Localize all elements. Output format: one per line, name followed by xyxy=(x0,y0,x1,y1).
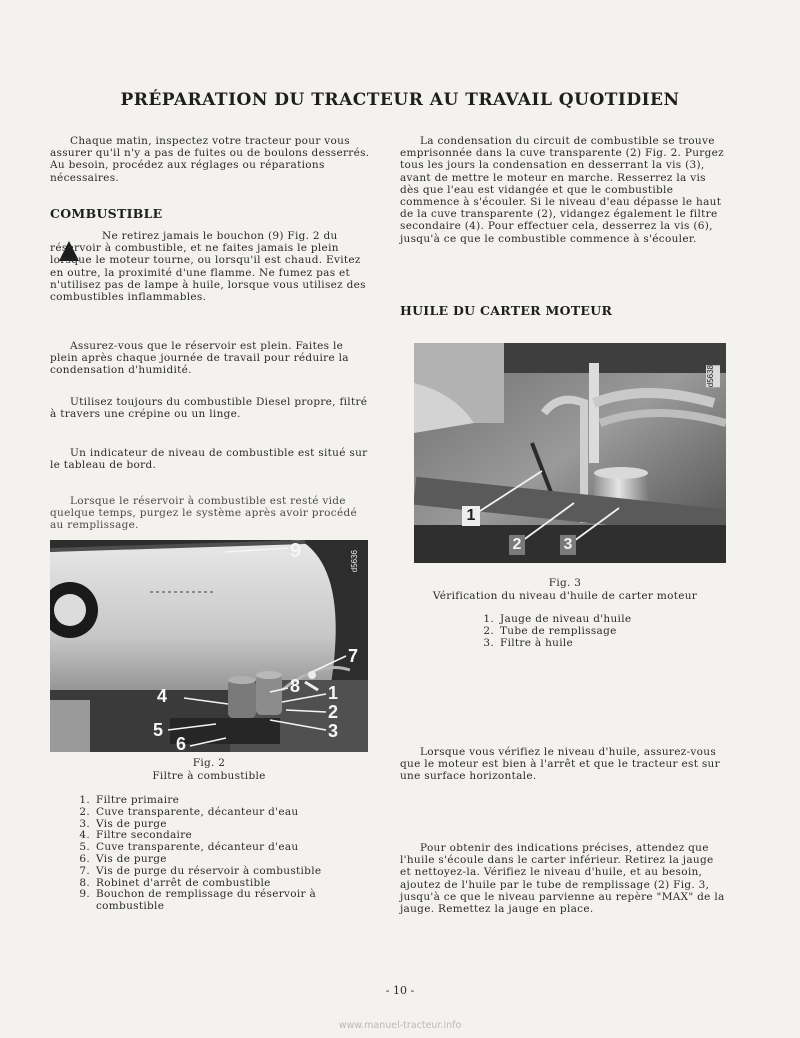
fuel-paragraph-4: Lorsque le réservoir à combustible est resté vide quelque temps, purgez le système après avoir procédé au remplissage. xyxy=(50,495,357,532)
watermark: www.manuel-tracteur.info xyxy=(338,1020,462,1031)
fuel-paragraph-3: Un indicateur de niveau de combustible est situé sur le tableau de bord. xyxy=(50,447,368,472)
callout-7: 7 xyxy=(348,646,359,666)
page-title: PRÉPARATION DU TRACTEUR AU TRAVAIL QUOTIDIEN xyxy=(120,90,680,110)
legend-item: 1. Filtre primaire xyxy=(79,794,180,806)
legend-item: 3. Filtre à huile xyxy=(483,636,574,649)
callout-2: 2 xyxy=(328,702,339,722)
condensation-paragraph: La condensation du circuit de combustible se trouve emprisonnée dans la cuve transparente (2) Fig. 2. Purgez tous les jours la condensation en desserrant la vis (3), avant de mettre le moteur en marche. Resserrez la vis dès que l'eau est vidangée et que le combustible commence à s'écouler. Si le niveau d'eau dépasse le haut de la cuve transparente (2), vidangez également le filtre secondaire (4). Pour effectuer cela, desserrez la vis (6), jusqu'à ce que le combustible commence à s'écouler. xyxy=(400,135,724,245)
figure-2-photo-code: d5636 xyxy=(350,550,359,573)
legend-item: 7. Vis de purge du réservoir à combustible xyxy=(79,864,322,877)
fuel-paragraph-1: Assurez-vous que le réservoir est plein. Faites le plein après chaque journée de travail pour réduire la condensation d'humidité. xyxy=(50,340,349,377)
legend-item: 6. Vis de purge xyxy=(79,852,167,865)
oil-paragraph-1: Lorsque vous vérifiez le niveau d'huile, assurez-vous que le moteur est bien à l'arrêt et que le tracteur est sur une surface horizontale. xyxy=(400,746,720,783)
figure-3-number: Fig. 3 xyxy=(548,577,582,589)
fuel-paragraph-2: Utilisez toujours du combustible Diesel propre, filtré à travers une crépine ou un linge. xyxy=(50,396,368,421)
callout-5: 5 xyxy=(153,720,164,740)
legend-item: 9. Bouchon de remplissage du réservoir à combustible xyxy=(79,888,317,913)
callout-6: 6 xyxy=(176,734,187,752)
figure-3-caption xyxy=(395,577,735,602)
callout-1: 1 xyxy=(328,683,339,703)
callout-8: 8 xyxy=(290,676,301,696)
figure-2-legend xyxy=(76,795,376,913)
legend-item: 2. Tube de remplissage xyxy=(483,624,617,637)
figure-3-photo xyxy=(414,343,726,563)
callout-9: 9 xyxy=(290,540,302,562)
legend-item: 3. Vis de purge xyxy=(79,817,167,830)
figure-2-caption xyxy=(50,757,368,782)
legend-item: 5. Cuve transparente, décanteur d'eau xyxy=(79,841,299,854)
callout-1: 1 xyxy=(462,506,480,526)
figure-2-number: Fig. 2 xyxy=(192,757,226,769)
callout-4: 4 xyxy=(157,686,168,706)
legend-item: 2. Cuve transparente, décanteur d'eau xyxy=(79,805,299,818)
callout-3: 3 xyxy=(560,535,576,555)
figure-3-legend xyxy=(480,614,720,649)
figure-2-photo xyxy=(50,540,368,752)
legend-item: 1. Jauge de niveau d'huile xyxy=(483,613,632,625)
section-heading-combustible: COMBUSTIBLE xyxy=(50,206,163,221)
legend-item: 4. Filtre secondaire xyxy=(79,829,193,842)
figure-3-title: Vérification du niveau d'huile de carter moteur xyxy=(432,589,698,602)
figure-3-photo-code: d5638 xyxy=(706,365,720,387)
callout-3: 3 xyxy=(328,721,339,741)
legend-item: 8. Robinet d'arrêt de combustible xyxy=(79,876,271,889)
section-heading-huile: HUILE DU CARTER MOTEUR xyxy=(400,303,613,318)
figure-2-title: Filtre à combustible xyxy=(152,769,266,782)
oil-paragraph-2: Pour obtenir des indications précises, attendez que l'huile s'écoule dans le carter inférieur. Retirez la jauge et nettoyez-la. Vérifiez le niveau d'huile, et au besoin, ajoutez de l'huile par le tube de remplissage (2) Fig. 3, jusqu'à ce que le niveau parvienne au repère "MAX" de la jauge. Remettez la jauge en place. xyxy=(400,842,725,916)
intro-paragraph: Chaque matin, inspectez votre tracteur pour vous assurer qu'il n'y a pas de fuites ou de boulons desserrés. Au besoin, procédez aux réglages ou réparations nécessaires. xyxy=(50,135,370,184)
warning-paragraph: Ne retirez jamais le bouchon (9) Fig. 2 du réservoir à combustible, et ne faites jamais le plein lorsque le moteur tourne, ou lorsqu'il est chaud. Evitez en outre, la proximité d'une flamme. Ne fumez pas et n'utilisez pas de lampe à huile, lorsque vous utilisez des combustibles inflammables. xyxy=(50,230,366,304)
page-number: - 10 - xyxy=(385,984,415,997)
callout-2: 2 xyxy=(509,535,525,555)
